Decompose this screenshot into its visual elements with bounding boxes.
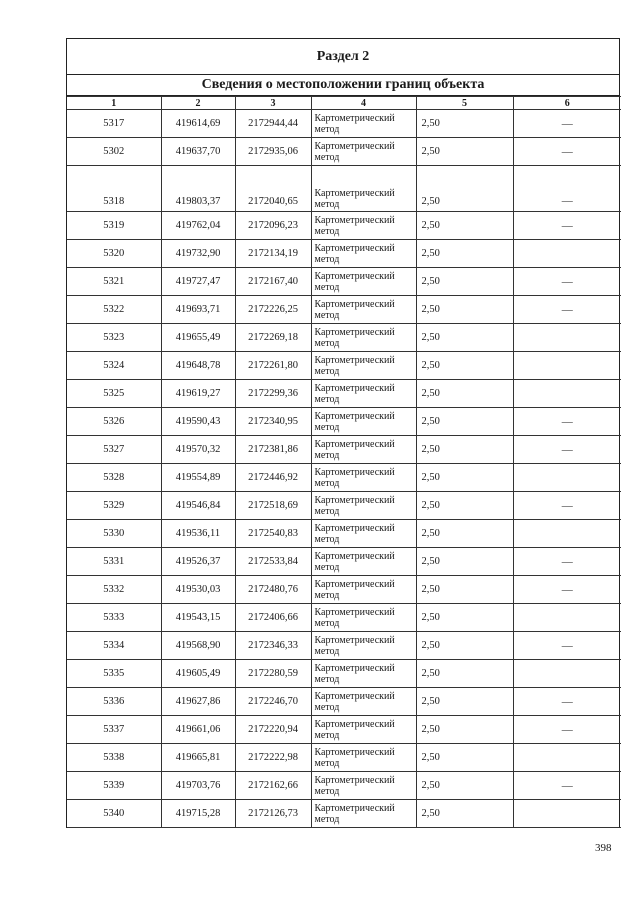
- method-cell: Картометрический метод: [311, 324, 416, 352]
- accuracy-cell: 2,50: [416, 492, 513, 520]
- x-coordinate-cell: 419543,15: [161, 604, 235, 632]
- accuracy-cell: 2,50: [416, 166, 513, 212]
- y-coordinate-cell: 2172134,19: [235, 240, 311, 268]
- point-number-cell: 5329: [67, 492, 161, 520]
- y-coordinate-cell: 2172381,86: [235, 436, 311, 464]
- x-coordinate-cell: 419546,84: [161, 492, 235, 520]
- accuracy-cell: 2,50: [416, 744, 513, 772]
- accuracy-cell: 2,50: [416, 240, 513, 268]
- x-coordinate-cell: 419762,04: [161, 212, 235, 240]
- table-row: [67, 352, 621, 380]
- method-cell: Картометрический метод: [311, 800, 416, 828]
- point-number-cell: 5331: [67, 548, 161, 576]
- section-subtitle: Сведения о местоположении границ объекта: [67, 75, 619, 96]
- table-row: [67, 110, 621, 138]
- method-cell: Картометрический метод: [311, 604, 416, 632]
- note-cell: [513, 324, 621, 352]
- y-coordinate-cell: 2172222,98: [235, 744, 311, 772]
- table-row: [67, 716, 621, 744]
- x-coordinate-cell: 419568,90: [161, 632, 235, 660]
- x-coordinate-cell: 419619,27: [161, 380, 235, 408]
- point-number-cell: 5337: [67, 716, 161, 744]
- method-cell: Картометрический метод: [311, 660, 416, 688]
- point-number-cell: 5333: [67, 604, 161, 632]
- y-coordinate-cell: 2172533,84: [235, 548, 311, 576]
- table-row: [67, 212, 621, 240]
- accuracy-cell: 2,50: [416, 520, 513, 548]
- column-header: 1: [67, 97, 161, 110]
- x-coordinate-cell: 419530,03: [161, 576, 235, 604]
- note-cell: —: [513, 548, 621, 576]
- note-cell: [513, 352, 621, 380]
- accuracy-cell: 2,50: [416, 324, 513, 352]
- note-cell: —: [513, 166, 621, 212]
- note-cell: —: [513, 716, 621, 744]
- table-row: [67, 548, 621, 576]
- note-cell: —: [513, 408, 621, 436]
- point-number-cell: 5302: [67, 138, 161, 166]
- x-coordinate-cell: 419526,37: [161, 548, 235, 576]
- method-cell: Картометрический метод: [311, 772, 416, 800]
- method-cell: Картометрический метод: [311, 744, 416, 772]
- column-header: 5: [416, 97, 513, 110]
- y-coordinate-cell: 2172944,44: [235, 110, 311, 138]
- note-cell: —: [513, 212, 621, 240]
- method-cell: Картометрический метод: [311, 380, 416, 408]
- point-number-cell: 5334: [67, 632, 161, 660]
- x-coordinate-cell: 419661,06: [161, 716, 235, 744]
- point-number-cell: 5317: [67, 110, 161, 138]
- accuracy-cell: 2,50: [416, 632, 513, 660]
- point-number-cell: 5339: [67, 772, 161, 800]
- table-row: [67, 772, 621, 800]
- accuracy-cell: 2,50: [416, 576, 513, 604]
- y-coordinate-cell: 2172340,95: [235, 408, 311, 436]
- x-coordinate-cell: 419648,78: [161, 352, 235, 380]
- note-cell: —: [513, 268, 621, 296]
- note-cell: —: [513, 296, 621, 324]
- accuracy-cell: 2,50: [416, 212, 513, 240]
- accuracy-cell: 2,50: [416, 688, 513, 716]
- method-cell: Картометрический метод: [311, 240, 416, 268]
- x-coordinate-cell: 419803,37: [161, 166, 235, 212]
- x-coordinate-cell: 419665,81: [161, 744, 235, 772]
- point-number-cell: 5336: [67, 688, 161, 716]
- accuracy-cell: 2,50: [416, 464, 513, 492]
- y-coordinate-cell: 2172126,73: [235, 800, 311, 828]
- y-coordinate-cell: 2172935,06: [235, 138, 311, 166]
- x-coordinate-cell: 419590,43: [161, 408, 235, 436]
- y-coordinate-cell: 2172269,18: [235, 324, 311, 352]
- x-coordinate-cell: 419715,28: [161, 800, 235, 828]
- point-number-cell: 5319: [67, 212, 161, 240]
- table-row: [67, 268, 621, 296]
- table-row: [67, 800, 621, 828]
- column-header: 3: [235, 97, 311, 110]
- y-coordinate-cell: 2172162,66: [235, 772, 311, 800]
- point-number-cell: 5323: [67, 324, 161, 352]
- table-row: [67, 660, 621, 688]
- y-coordinate-cell: 2172167,40: [235, 268, 311, 296]
- x-coordinate-cell: 419605,49: [161, 660, 235, 688]
- table-row: [67, 324, 621, 352]
- column-header: 6: [513, 97, 621, 110]
- note-cell: —: [513, 110, 621, 138]
- y-coordinate-cell: 2172246,70: [235, 688, 311, 716]
- column-number-row: [67, 97, 621, 110]
- x-coordinate-cell: 419693,71: [161, 296, 235, 324]
- table-row: [67, 296, 621, 324]
- method-cell: Картометрический метод: [311, 138, 416, 166]
- note-cell: [513, 380, 621, 408]
- method-cell: Картометрический метод: [311, 492, 416, 520]
- x-coordinate-cell: 419536,11: [161, 520, 235, 548]
- accuracy-cell: 2,50: [416, 352, 513, 380]
- x-coordinate-cell: 419732,90: [161, 240, 235, 268]
- y-coordinate-cell: 2172518,69: [235, 492, 311, 520]
- section-title: Раздел 2: [67, 39, 619, 75]
- y-coordinate-cell: 2172096,23: [235, 212, 311, 240]
- accuracy-cell: 2,50: [416, 296, 513, 324]
- point-number-cell: 5324: [67, 352, 161, 380]
- accuracy-cell: 2,50: [416, 436, 513, 464]
- x-coordinate-cell: 419637,70: [161, 138, 235, 166]
- method-cell: Картометрический метод: [311, 632, 416, 660]
- note-cell: [513, 800, 621, 828]
- page-number: 398: [595, 842, 612, 854]
- table-row: [67, 380, 621, 408]
- method-cell: Картометрический метод: [311, 436, 416, 464]
- method-cell: Картометрический метод: [311, 352, 416, 380]
- x-coordinate-cell: 419655,49: [161, 324, 235, 352]
- note-cell: —: [513, 576, 621, 604]
- x-coordinate-cell: 419554,89: [161, 464, 235, 492]
- table-row: [67, 576, 621, 604]
- table-row: [67, 688, 621, 716]
- note-cell: [513, 464, 621, 492]
- accuracy-cell: 2,50: [416, 800, 513, 828]
- table-row: [67, 492, 621, 520]
- note-cell: —: [513, 632, 621, 660]
- method-cell: Картометрический метод: [311, 268, 416, 296]
- x-coordinate-cell: 419614,69: [161, 110, 235, 138]
- coordinates-table: [67, 96, 621, 828]
- point-number-cell: 5327: [67, 436, 161, 464]
- column-header: 4: [311, 97, 416, 110]
- table-row: [67, 520, 621, 548]
- accuracy-cell: 2,50: [416, 408, 513, 436]
- table-row: [67, 240, 621, 268]
- point-number-cell: 5332: [67, 576, 161, 604]
- y-coordinate-cell: 2172480,76: [235, 576, 311, 604]
- accuracy-cell: 2,50: [416, 604, 513, 632]
- accuracy-cell: 2,50: [416, 138, 513, 166]
- method-cell: Картометрический метод: [311, 166, 416, 212]
- table-row: [67, 632, 621, 660]
- method-cell: Картометрический метод: [311, 296, 416, 324]
- note-cell: —: [513, 436, 621, 464]
- note-cell: [513, 240, 621, 268]
- x-coordinate-cell: 419727,47: [161, 268, 235, 296]
- table-row: [67, 436, 621, 464]
- accuracy-cell: 2,50: [416, 380, 513, 408]
- method-cell: Картометрический метод: [311, 408, 416, 436]
- accuracy-cell: 2,50: [416, 716, 513, 744]
- note-cell: —: [513, 138, 621, 166]
- x-coordinate-cell: 419627,86: [161, 688, 235, 716]
- method-cell: Картометрический метод: [311, 110, 416, 138]
- point-number-cell: 5320: [67, 240, 161, 268]
- method-cell: Картометрический метод: [311, 520, 416, 548]
- point-number-cell: 5318: [67, 166, 161, 212]
- point-number-cell: 5340: [67, 800, 161, 828]
- accuracy-cell: 2,50: [416, 772, 513, 800]
- point-number-cell: 5338: [67, 744, 161, 772]
- table-row: [67, 464, 621, 492]
- note-cell: [513, 520, 621, 548]
- y-coordinate-cell: 2172406,66: [235, 604, 311, 632]
- column-header: 2: [161, 97, 235, 110]
- point-number-cell: 5326: [67, 408, 161, 436]
- x-coordinate-cell: 419703,76: [161, 772, 235, 800]
- point-number-cell: 5322: [67, 296, 161, 324]
- note-cell: —: [513, 688, 621, 716]
- point-number-cell: 5321: [67, 268, 161, 296]
- note-cell: —: [513, 772, 621, 800]
- method-cell: Картометрический метод: [311, 688, 416, 716]
- note-cell: —: [513, 492, 621, 520]
- y-coordinate-cell: 2172261,80: [235, 352, 311, 380]
- point-number-cell: 5335: [67, 660, 161, 688]
- table-row: [67, 744, 621, 772]
- y-coordinate-cell: 2172226,25: [235, 296, 311, 324]
- note-cell: [513, 604, 621, 632]
- accuracy-cell: 2,50: [416, 268, 513, 296]
- point-number-cell: 5325: [67, 380, 161, 408]
- y-coordinate-cell: 2172220,94: [235, 716, 311, 744]
- accuracy-cell: 2,50: [416, 110, 513, 138]
- y-coordinate-cell: 2172299,36: [235, 380, 311, 408]
- table-row: [67, 166, 621, 212]
- method-cell: Картометрический метод: [311, 716, 416, 744]
- note-cell: [513, 660, 621, 688]
- y-coordinate-cell: 2172346,33: [235, 632, 311, 660]
- method-cell: Картометрический метод: [311, 576, 416, 604]
- y-coordinate-cell: 2172040,65: [235, 166, 311, 212]
- method-cell: Картометрический метод: [311, 548, 416, 576]
- note-cell: [513, 744, 621, 772]
- accuracy-cell: 2,50: [416, 548, 513, 576]
- table-row: [67, 408, 621, 436]
- point-number-cell: 5330: [67, 520, 161, 548]
- y-coordinate-cell: 2172446,92: [235, 464, 311, 492]
- boundary-table-sheet: [66, 38, 620, 828]
- table-row: [67, 604, 621, 632]
- table-row: [67, 138, 621, 166]
- method-cell: Картометрический метод: [311, 464, 416, 492]
- point-number-cell: 5328: [67, 464, 161, 492]
- y-coordinate-cell: 2172540,83: [235, 520, 311, 548]
- y-coordinate-cell: 2172280,59: [235, 660, 311, 688]
- accuracy-cell: 2,50: [416, 660, 513, 688]
- x-coordinate-cell: 419570,32: [161, 436, 235, 464]
- method-cell: Картометрический метод: [311, 212, 416, 240]
